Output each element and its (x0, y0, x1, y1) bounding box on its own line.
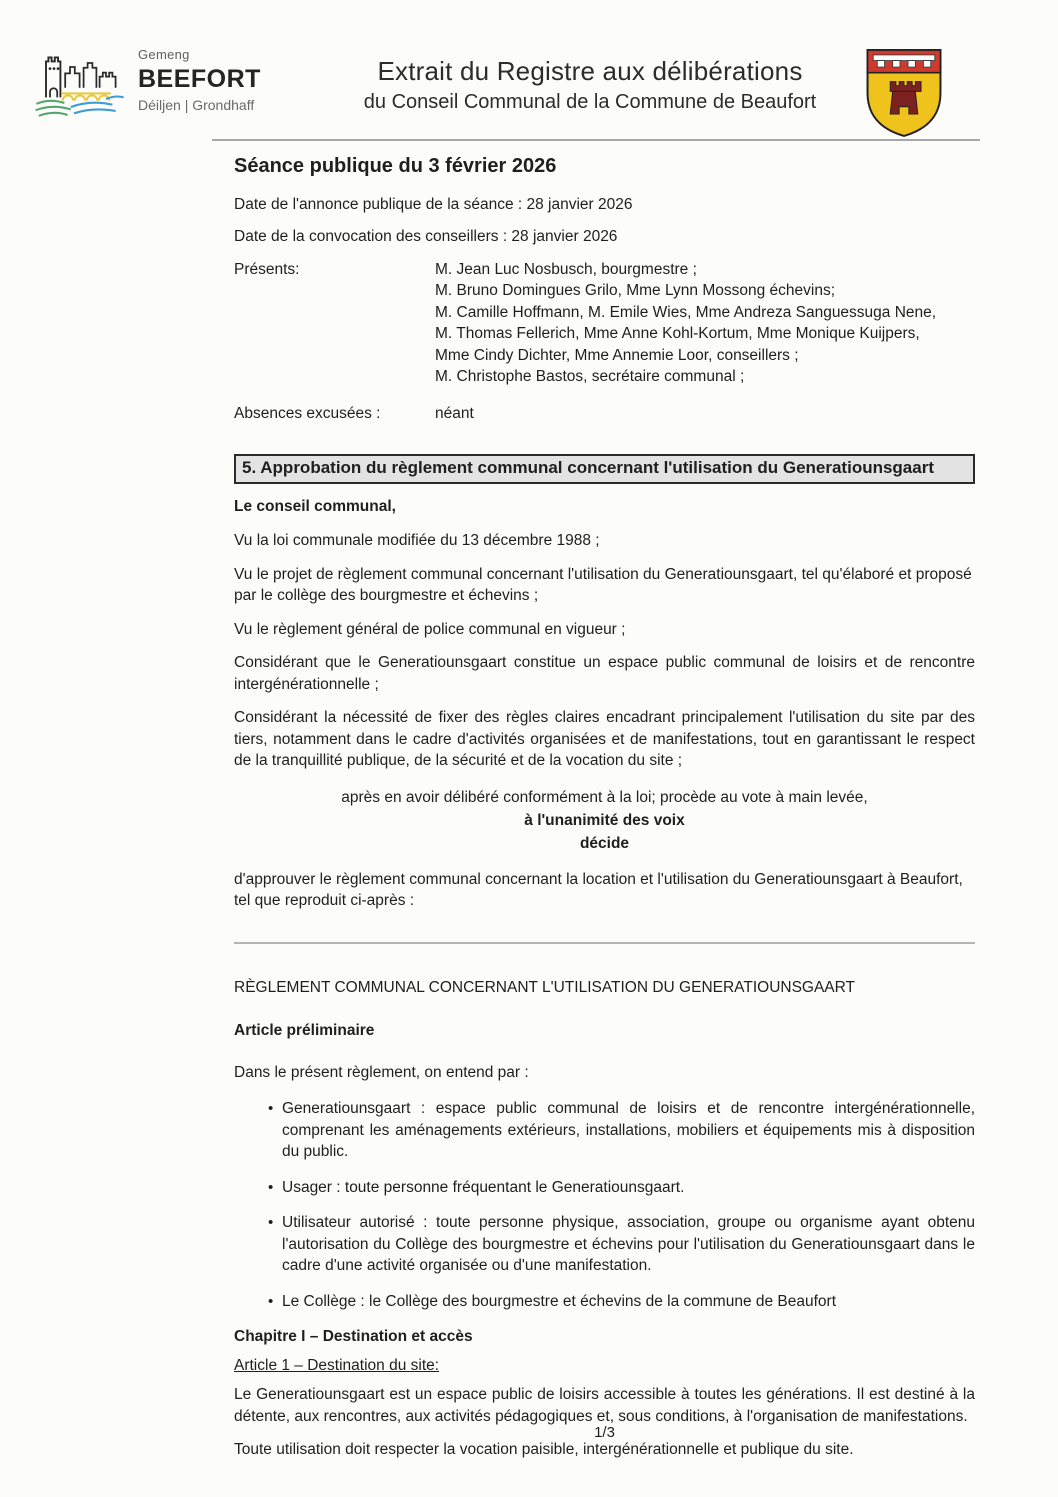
agenda-item-heading: 5. Approbation du règlement communal concernant l'utilisation du Generatiounsgaart (234, 454, 975, 484)
article-preliminary-heading: Article préliminaire (234, 1022, 375, 1040)
announce-date-line: Date de l'annonce publique de la séance : 28 janvier 2026 (234, 195, 633, 213)
definition-text: Generatiounsgaart : espace public communal de loisirs et de rencontre intergénérationnelle, comprenant les aménagements extérieurs, installations, mobiliers et équipements mis à disposition du public. (282, 1100, 975, 1161)
definition-item (234, 1212, 975, 1277)
document-body (234, 152, 975, 1473)
recital-paragraph: Vu le règlement général de police communal en vigueur ; (234, 620, 626, 638)
document-title-line1: Extrait du Registre aux délibérations (377, 56, 803, 86)
convocation-date-line: Date de la convocation des conseillers : 28 janvier 2026 (234, 228, 618, 245)
vote-procedure-line: après en avoir délibéré conformément à la loi; procède au vote à main levée, (341, 788, 868, 806)
regulation-title: RÈGLEMENT COMMUNAL CONCERNANT L'UTILISATION DU GENERATIOUNSGAART (234, 978, 856, 996)
commune-logo-text (138, 44, 261, 113)
decision-paragraph: d'approuver le règlement communal concernant la location et l'utilisation du Generatiounsgaart à Beaufort, tel que reproduit ci-après : (234, 870, 963, 910)
logo-subtitle: Déiljen | Grondhaff (138, 96, 255, 113)
presents-line: M. Camille Hoffmann, M. Emile Wies, Mme Andreza Sanguessuga Nene, (435, 303, 937, 321)
bullet-icon: • (268, 1178, 274, 1196)
logo-gemeng-label: Gemeng (138, 47, 190, 62)
bullet-icon: • (268, 1100, 274, 1118)
presents-line: M. Thomas Fellerich, Mme Anne Kohl-Kortum, Mme Monique Kuijpers, (435, 325, 920, 343)
page-number: 1/3 (594, 1424, 615, 1441)
definition-item (234, 1098, 975, 1163)
presents-line: Mme Cindy Dichter, Mme Annemie Loor, conseillers ; (435, 346, 799, 364)
vote-result-line: à l'unanimité des voix (524, 811, 685, 829)
logo-commune-name: BEEFORT (138, 64, 261, 93)
article1-paragraph: Toute utilisation doit respecter la vocation paisible, intergénérationnelle et publique du site. (234, 1441, 854, 1459)
presents-line: M. Jean Luc Nosbusch, bourgmestre ; (435, 260, 697, 278)
presents-line: M. Christophe Bastos, secrétaire communal ; (435, 368, 745, 386)
bullet-icon: • (268, 1214, 274, 1232)
vote-block (234, 786, 975, 855)
recital-paragraph: Considérant que le Generatiounsgaart constitue un espace public communal de loisirs et de rencontre intergénérationnelle ; (234, 654, 975, 693)
absences-value: néant (435, 405, 474, 423)
commune-logo (34, 44, 261, 122)
recital-paragraph: Considérant la nécessité de fixer des règles claires encadrant principalement l'utilisation du site par des tiers, notamment dans le cadre d'activités organisées et de manifestations, tout en garantissant le respect de la tranquillité publique, de la sécurité et de la vocation du site ; (234, 709, 975, 770)
document-title-line2: du Conseil Communal de la Commune de Beaufort (363, 91, 817, 113)
definitions-intro: Dans le présent règlement, on entend par : (234, 1063, 529, 1081)
presents-label: Présents: (234, 260, 300, 278)
presents-list (435, 259, 975, 389)
document-title (310, 56, 870, 114)
article1-heading: Article 1 – Destination du site: (234, 1356, 440, 1374)
header-divider (212, 139, 980, 141)
council-intro: Le conseil communal, (234, 497, 396, 515)
absences-row (234, 403, 975, 425)
definition-text: Usager : toute personne fréquentant le Generatiounsgaart. (282, 1178, 685, 1196)
castle-drawing-icon (34, 44, 126, 122)
beaufort-coat-of-arms-icon (862, 46, 946, 140)
recital-paragraph: Vu la loi communale modifiée du 13 décembre 1988 ; (234, 532, 600, 550)
recital-paragraph: Vu le projet de règlement communal concernant l'utilisation du Generatiounsgaart, tel qu'élaboré et proposé par le collège des bourgmestre et échevins ; (234, 565, 972, 605)
presents-line: M. Bruno Domingues Grilo, Mme Lynn Mossong échevins; (435, 282, 836, 300)
bullet-icon: • (268, 1292, 274, 1310)
definition-item (234, 1291, 975, 1313)
definition-text: Le Collège : le Collège des bourgmestre et échevins de la commune de Beaufort (282, 1292, 837, 1310)
chapter1-heading: Chapitre I – Destination et accès (234, 1328, 473, 1346)
article1-paragraph: Le Generatiounsgaart est un espace public de loisirs accessible à toutes les générations. Il est destiné à la détente, aux rencontres, aux activités pédagogiques et, sous conditions, à l'organisation de manifestations. (234, 1386, 975, 1425)
decision-word: décide (579, 834, 630, 852)
presents-row (234, 259, 975, 389)
meeting-title: Séance publique du 3 février 2026 (234, 155, 557, 177)
absences-label: Absences excusées : (234, 405, 381, 423)
definition-text: Utilisateur autorisé : toute personne physique, association, groupe ou organisme ayant obtenu l'autorisation du Collège des bourgmestre et échevins pour l'utilisation du Generatiounsgaart dans le cadre d'une activité organisée ou d'une manifestation. (282, 1214, 975, 1275)
definition-item (234, 1177, 975, 1199)
section-divider (234, 942, 975, 944)
